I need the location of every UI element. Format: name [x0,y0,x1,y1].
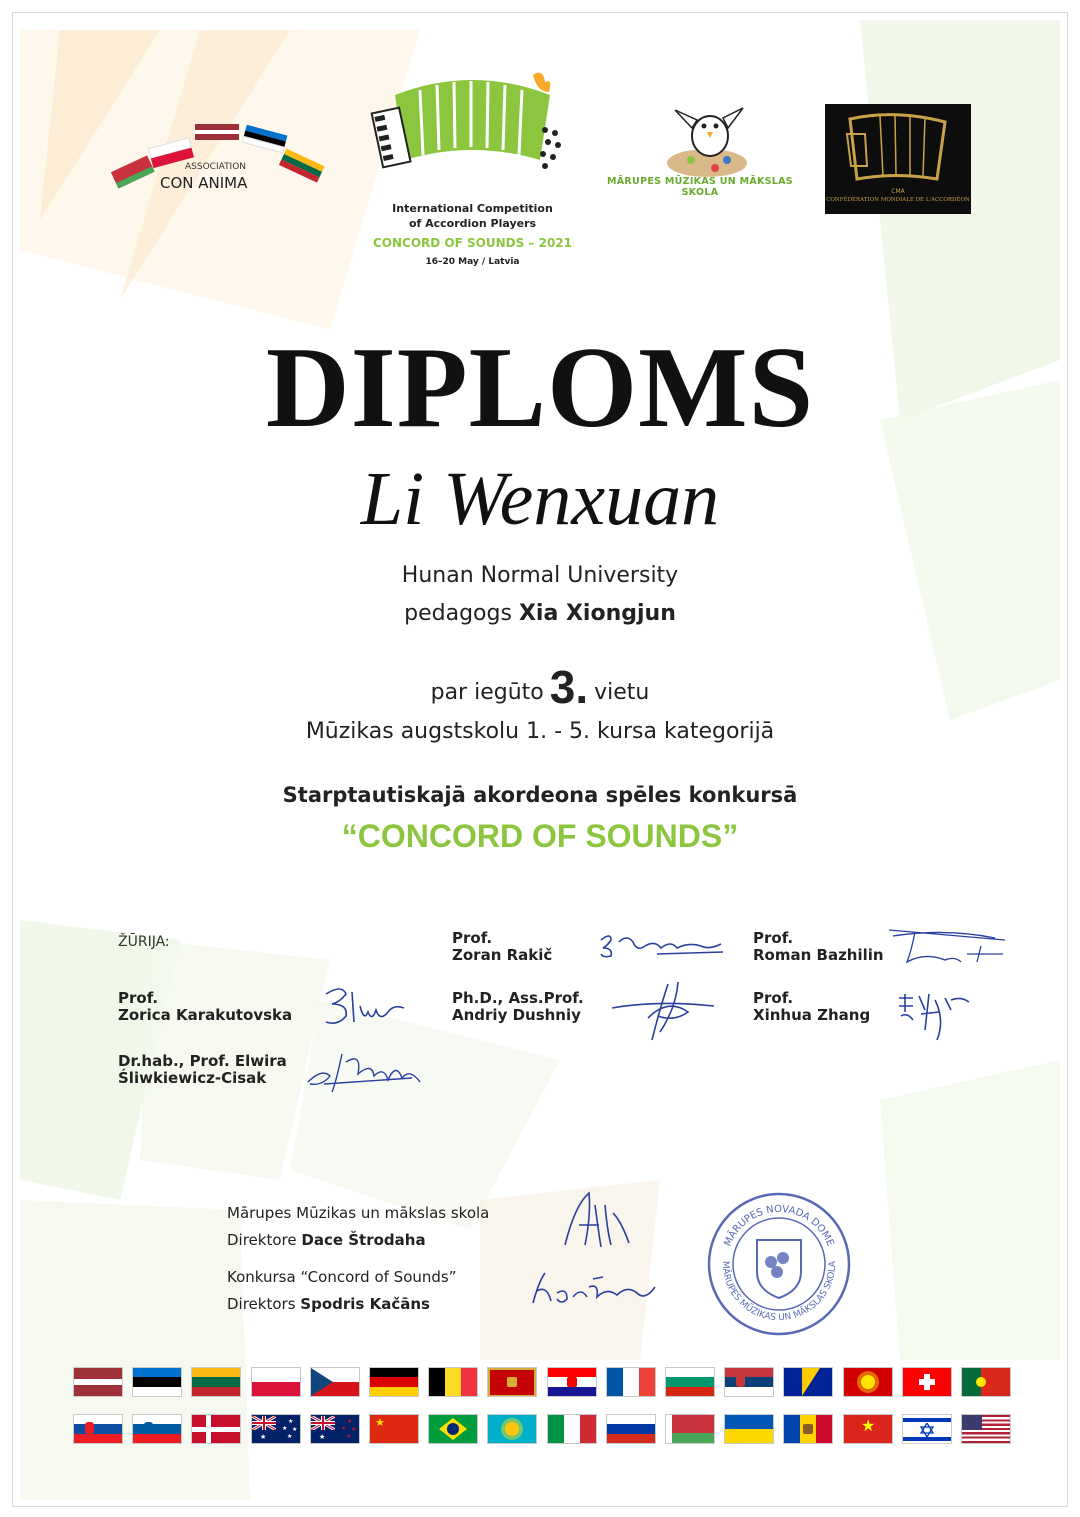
stamp-bottom-text: MĀRUPES MŪZIKAS UN MĀKSLAS SKOLA [719,1260,839,1324]
competition-line4: 16–20 May / Latvia [425,257,520,267]
con-anima-logo [105,122,330,202]
signature-bazhilin [885,922,1010,968]
flag-slovakia-icon [73,1414,123,1444]
flag-belarus-icon [665,1414,715,1444]
flag-ukraine-icon [724,1414,774,1444]
jury-member [452,990,584,1024]
flag-poland-icon [251,1367,301,1397]
flag-estonia-icon [132,1367,182,1397]
flag-denmark-icon [191,1414,241,1444]
harp-icon [825,104,971,199]
flag-slovenia-icon [132,1414,182,1444]
competition-line: Starptautiskajā akordeona spēles konkursā [282,783,798,807]
teacher-name: Xia Xiongjun [518,601,676,626]
signature-strodaha [555,1185,640,1255]
place-line [0,660,1080,714]
school-name: Mārupes Mūzikas un mākslas skola [227,1204,490,1222]
jury-name: Śliwkiewicz-Cisak [118,1069,267,1087]
jury-title: Dr.hab., Prof. Elwira [118,1052,287,1070]
flag-belgium-icon [428,1367,478,1397]
flag-montenegro-icon [487,1367,537,1397]
jury-title: Prof. [753,989,794,1007]
place-number: 3. [549,661,589,713]
director-name: Dace Štrodaha [301,1231,426,1249]
jury-name: Andriy Dushniy [452,1006,581,1024]
flag-latvia-icon [73,1367,123,1397]
flag-portugal-icon [961,1367,1011,1397]
jury-name: Zorica Karakutovska [118,1006,293,1024]
cma-logo [825,104,971,214]
flag-switzerland-icon [902,1367,952,1397]
recipient-name: Li Wenxuan [360,457,720,541]
flag-new-zealand-icon: ★ ★ ★ ★ ★ [310,1414,360,1444]
cma-name: CONFÉDÉRATION MONDIALE DE L'ACCORDÉON [826,197,970,203]
director-line [227,1227,489,1254]
con-anima-label: CON ANIMA [160,174,248,192]
category: Mūzikas augstskolu 1. - 5. kursa kategorijā [305,719,775,744]
jury-title: Ph.D., Ass.Prof. [452,989,584,1007]
cma-abbr: CMA [891,188,905,195]
contest-director-title: Direktors [227,1295,296,1313]
flag-croatia-icon [547,1367,597,1397]
flag-bosnia-icon [783,1367,833,1397]
competition-line2: of Accordion Players [408,217,537,230]
teacher-prefix: pedagogs [404,601,512,626]
school-logo [607,98,793,198]
flag-serbia-icon [724,1367,774,1397]
jury-label: ŽŪRIJA: [118,934,170,950]
official-stamp [705,1190,853,1338]
flag-australia-icon: ★ ★ ★ ★ ★ [251,1414,301,1444]
jury-title: Prof. [118,989,159,1007]
signature-kacans [527,1265,662,1315]
signature-zhang [895,990,975,1045]
signature-sliwkiewicz [302,1042,427,1097]
jury-name: Zoran Rakič [452,946,553,964]
jury-member [452,930,552,964]
flag-italy-icon [547,1414,597,1444]
director-title: Direktore [227,1231,297,1249]
flag-france-icon [606,1367,656,1397]
teacher-line [0,601,1080,626]
place-prefix: par iegūto [430,680,544,705]
competition-logo [365,70,580,275]
jury-name: Xinhua Zhang [753,1006,871,1024]
flag-usa-icon [961,1414,1011,1444]
diploma-title: DIPLOMS [265,324,815,452]
flag-bulgaria-icon [665,1367,715,1397]
flag-china-icon: ★ [369,1414,419,1444]
jury-member [753,930,884,964]
flag-moldova-icon [783,1414,833,1444]
school-logo-text: MĀRUPES MŪZIKAS UN MĀKSLAS SKOLA [607,176,793,198]
jury-member [118,990,292,1024]
flag-vietnam-icon: ★ [843,1414,893,1444]
competition-line1: International Competition [392,202,553,215]
signature-dushniy [608,978,718,1048]
flag-kazakhstan-icon [487,1414,537,1444]
institution: Hunan Normal University [401,563,679,588]
accordion-icon [365,70,580,200]
stamp-emblem-icon [705,1190,853,1338]
signatories-block [227,1200,489,1318]
jury-title: Prof. [452,929,493,947]
flag-germany-icon [369,1367,419,1397]
stamp-top-text: MĀRUPES NOVADA DOME [722,1203,836,1248]
flag-brazil-icon [428,1414,478,1444]
flag-russia-icon [606,1414,656,1444]
jury-title: Prof. [753,929,794,947]
flag-israel-icon [902,1414,952,1444]
contest-director-name: Spodris Kačāns [300,1295,430,1313]
place-suffix: vietu [594,680,650,705]
competition-name: “CONCORD OF SOUNDS” [341,818,739,854]
flag-lithuania-icon [191,1367,241,1397]
contest-director-line [227,1291,489,1318]
competition-line3: CONCORD OF SOUNDS – 2021 [372,236,572,250]
signature-karakutovska [318,982,413,1034]
con-anima-small-label: ASSOCIATION [185,162,247,172]
contest-name: Konkursa “Concord of Sounds” [227,1268,457,1286]
jury-name: Roman Bazhilin [753,946,884,964]
flag-czechia-icon [310,1367,360,1397]
jury-member [753,990,870,1024]
flag-north-macedonia-icon [843,1367,893,1397]
jury-member [118,1053,287,1087]
signature-rakic [597,930,727,962]
